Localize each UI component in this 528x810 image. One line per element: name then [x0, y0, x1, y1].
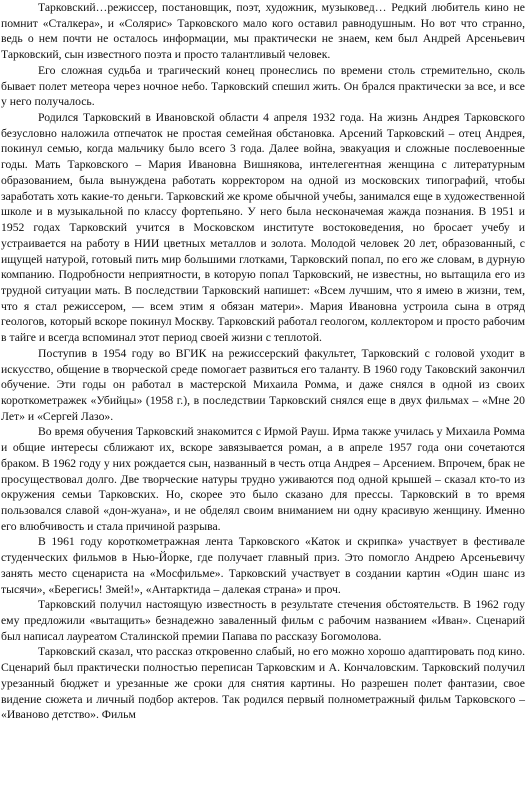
- paragraph-fate: Его сложная судьба и трагический конец пронеслись по времени столь стремительно, сколь бывает полет метеора через ночное небо. Тарковский спешил жить. Он брался практически за все, и все у него получалось.: [1, 63, 525, 109]
- paragraph-ivan: Тарковский получил настоящую известность в результате стечения обстоятельств. В 1962 году ему предложили «вытащить» безнадежно заваленный фильм с рабочим названием «Иван». Сценарий был написал лауреатом Сталинской премии Папава по рассказу Богомолова.: [1, 598, 525, 643]
- paragraph-festival: В 1961 году короткометражная лента Тарковского «Каток и скрипка» участвует в фестивале студенческих фильмов в Нью-Йорке, где получает главный приз. Это помогло Андрею Арсеньевичу занять место сценариста на «Мосфильме». Тарковский участвует в создании картин «Один шанс из тысячи», «Берегись! Змей!», «Антарктида – далекая страна» и проч.: [1, 535, 525, 596]
- paragraph-ivans-childhood: Тарковский сказал, что рассказ откровенно слабый, но его можно хорошо адаптировать под кино. Сценарий был практически полностью переписан Тарковским и А. Кончаловским. Тарковский получил урезанный бюджет и урезанные же сроки для снятия картины. Но разрешен полет фантазии, свое видение сюжета и личный подбор актеров. Так родился первый полнометражный фильм Тарковского – «Иваново детство». Фильм: [1, 645, 525, 722]
- paragraph-early-life: Родился Тарковский в Ивановской области 4 апреля 1932 года. На жизнь Андрея Тарковского безусловно наложила отпечаток не простая семейная обстановка. Арсений Тарковский – отец Андрея, покинул семью, когда мальчику было всего 3 года. Далее война, эвакуация и сложные послевоенные годы. Мать Тарковского – Мария Ивановна Вишнякова, интелегентная женщина с литературным образованием, была вынуждена работать корректором на одной из московских типографий, чтобы заработать хоть какие-то деньги. Тарковский же кроме обычной учебы, занимался еще в художественной школе и в музыкальной по классу фортепьяно. У него была несконачемая жажда познания. В 1951 и 1952 годах Тарковский учится в Московском институте востоковедения, но бросает учебу и устраивается на работу в НИИ цветных металлов и золота. Молодой человек 20 лет, образованный, с ищущей натурой, готовый пить мир большими глотками, Тарковский попал, по его же словам, в дурную компанию. Подробности неприятности, в которую попал Тарковский, не известны, но вытащила его из трудной ситуации мать. В последствии Тарковский напишет: «Всем лучшим, что я имею в жизни, тем, что я стал режиссером, — всем этим я обязан матери». Мария Ивановна устроила сына в отряд геологов, который вскоре покинул Москву. Тарковский работал геологом, коллектором и просто рабочим в тайге и всегда вспоминал этот период своей жизни с теплотой.: [1, 111, 525, 345]
- paragraph-vgik: Поступив в 1954 году во ВГИК на режиссерский факультет, Тарковский с головой уходит в искусство, общение в творческой среде помогает развиться его таланту. В 1960 году Таковский закончил обучение. Эти годы он работал в мастерской Михаила Ромма, и даже снялся в одной из своих короткометражек «Убийцы» (1958 г.), в последствии Тарковский снялся еще в двух фильмах – «Мне 20 Лет» и «Сергей Лазо».: [1, 346, 525, 423]
- paragraph-marriage: Во время обучения Тарковский знакомится с Ирмой Рауш. Ирма также училась у Михаила Ромма и общие интересы сближают их, вскоре завязывается роман, а в апреле 1957 года они сочетаются браком. В 1962 году у них рождается сын, названный в честь отца Андрея – Арсением. Впрочем, брак не просуществовал долго. Две творческие натуры трудно уживаются под одной крышей – сказал кто-то из окружения семьи Тарковских. Но, скорее это было сказано для прессы. Тарковский в то время пользовался славой «дон-жуана», и не обделял своим вниманием ни одну красивую женщину. Именно его влюбчивость и стала причиной разрыва.: [1, 425, 525, 533]
- paragraph-intro: Тарковский…режиссер, постановщик, поэт, художник, музыковед… Редкий любитель кино не помнит «Сталкера», и «Солярис» Тарковского мало кого оставил равнодушным. Но вот что странно, ведь о нем почти не осталось информации, мы практически не знаем, кем был Андрей Арсеньевич Тарковский, сын известного поэта и просто талантливый человек.: [1, 1, 525, 62]
